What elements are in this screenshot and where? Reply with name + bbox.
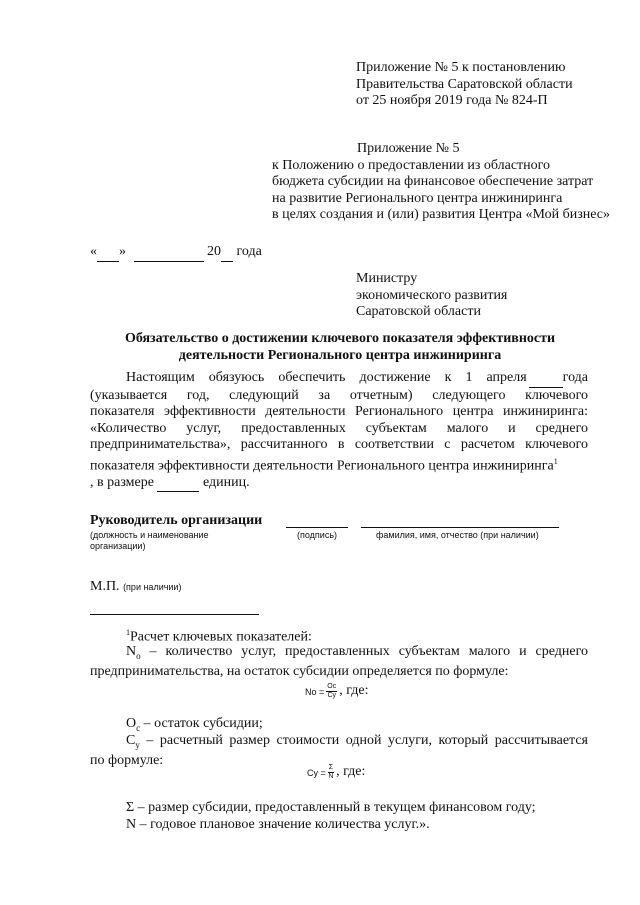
appendix-line-3: на развитие Регионального центра инжиниринга bbox=[272, 190, 563, 206]
body-line-6: показателя эффективности деятельности Регионального центра инжиниринга$^1$ bbox=[90, 456, 558, 474]
stamp-label: М.П. bbox=[90, 579, 120, 594]
title-line-1: Обязательство о достижении ключевого показателя эффективности bbox=[124, 331, 556, 346]
header-line-1: Приложение № 5 к постановлению bbox=[356, 60, 566, 75]
appendix-line-4: в целях создания и (или) развития Центра «Мой бизнес» bbox=[272, 207, 611, 222]
body-line-4: «Количество услуг, предоставленных субъектам малого и среднего bbox=[90, 420, 588, 436]
sigma-definition: Σ – размер субсидии, предоставленный в текущем финансовом году; bbox=[126, 800, 536, 815]
footnote-mark: 1 bbox=[126, 628, 130, 637]
header-line-3: от 25 ноября 2019 года № 824-П bbox=[356, 93, 548, 108]
footnote-title: $^1$Расчет ключевых показателей: bbox=[126, 628, 312, 645]
month-blank bbox=[134, 244, 204, 262]
no-symbol: N bbox=[126, 644, 137, 659]
body-line-7: , в размере единиц. bbox=[90, 475, 588, 493]
addressee-line-2: экономического развития bbox=[356, 287, 508, 303]
date-line bbox=[90, 244, 262, 262]
formula-no: No = $\frac{Oc}{Cy}$ , где: bbox=[305, 683, 369, 699]
position-caption: (должность и наименование организации) bbox=[90, 530, 209, 551]
body-line-3: показателя эффективности деятельности Регионального центра инжиниринга: bbox=[90, 404, 588, 419]
no-definition: $N_o$ – количество услуг, предоставленных субъектам малого и среднего предпринимательства, на остаток субсидии определяется по формуле: bbox=[90, 644, 588, 680]
formula-cy: Cy = $\frac{\Sigma}{N}$ , где: bbox=[307, 764, 366, 780]
signature-caption: (подпись) bbox=[297, 530, 338, 540]
addressee-line-3: Саратовской области bbox=[356, 304, 481, 319]
appendix-title: Приложение № 5 bbox=[357, 141, 460, 156]
oc-definition: $О_с$ – остаток субсидии; bbox=[126, 716, 263, 733]
footnote-separator bbox=[90, 614, 259, 615]
appendix-block bbox=[272, 141, 610, 224]
title-line-2: деятельности Регионального центра инжиниринга bbox=[178, 347, 502, 363]
head-label: Руководитель организации bbox=[90, 513, 263, 528]
document-title bbox=[90, 331, 590, 364]
appendix-line-1: к Положению о предоставлении из областного bbox=[272, 157, 551, 173]
name-line bbox=[361, 527, 559, 528]
fraction-sigma-n: $\frac{\Sigma}{N}$ bbox=[328, 764, 334, 780]
year-blank bbox=[221, 244, 233, 262]
amount-blank bbox=[157, 475, 199, 493]
signature-line bbox=[286, 527, 348, 528]
addressee-line-1: Министру bbox=[356, 271, 418, 286]
body-line-2: (указывается год, следующий за отчетным) следующего ключевого bbox=[90, 387, 588, 403]
year-input-blank bbox=[529, 370, 563, 388]
body-paragraph bbox=[90, 370, 588, 492]
date-open-quote: « bbox=[90, 244, 97, 259]
n-definition: N – годовое плановое значение количества услуг.». bbox=[126, 817, 430, 832]
body-line-1: Настоящим обязуюсь обеспечить достижение к 1 апреля года bbox=[90, 370, 588, 388]
name-caption: фамилия, имя, отчество (при наличии) bbox=[376, 530, 539, 540]
appendix-line-2: бюджета субсидии на финансовое обеспечение затрат bbox=[272, 174, 594, 189]
footnote-ref: 1 bbox=[553, 456, 558, 466]
cy-definition: $С_у$ – расчетный размер стоимости одной услуги, который рассчитывается по формуле: bbox=[90, 733, 588, 769]
stamp-line bbox=[90, 579, 181, 596]
stamp-note: (при наличии) bbox=[123, 582, 182, 592]
day-blank bbox=[97, 244, 119, 262]
addressee-block bbox=[356, 271, 507, 321]
date-close-quote: » bbox=[119, 244, 126, 259]
body-line-5: предпринимательства», рассчитанного в соответствии с расчетом ключевого bbox=[90, 437, 588, 452]
header-line-2: Правительства Саратовской области bbox=[356, 76, 573, 92]
date-century: 20 bbox=[207, 244, 221, 259]
fraction-oc-cy: $\frac{Oc}{Cy}$ bbox=[327, 683, 337, 699]
header-block bbox=[356, 60, 573, 110]
date-year-word: года bbox=[236, 244, 262, 259]
